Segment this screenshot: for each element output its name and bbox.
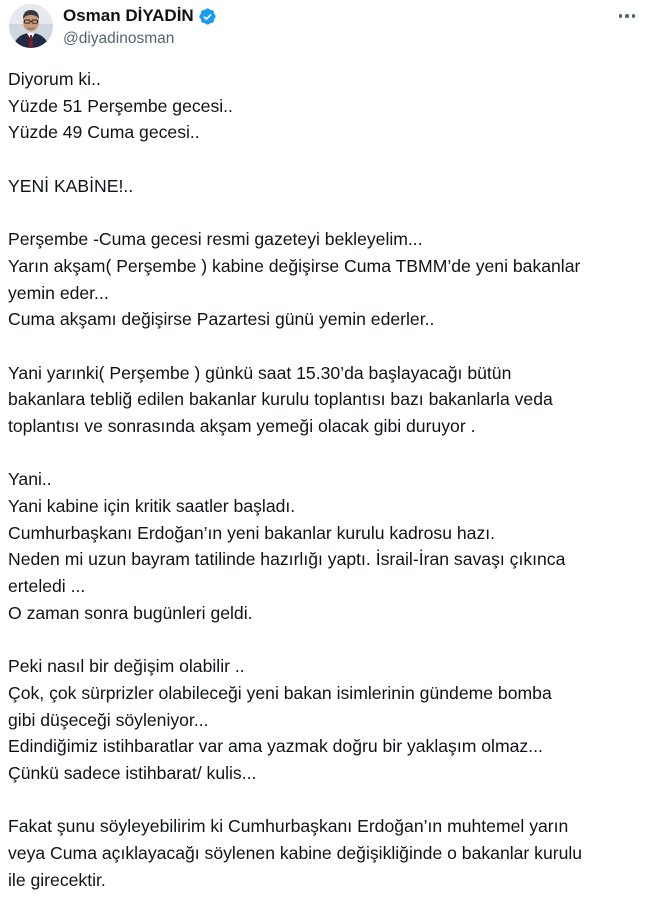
tweet-paragraph [8, 653, 648, 786]
dot [632, 14, 636, 18]
tweet-line: Yüzde 49 Cuma gecesi.. [8, 122, 200, 143]
tweet-line: bakanlara tebliğ edilen bakanlar kurulu toplantısı bazı bakanlarla veda [8, 389, 553, 410]
tweet-line: Diyorum ki.. [8, 69, 101, 89]
profile-photo-icon [9, 4, 53, 48]
tweet-line: gibi düşeceği söyleniyor... [8, 709, 209, 730]
more-options-icon[interactable] [614, 6, 640, 26]
tweet-line: Neden mi uzun bayram tatilinde hazırlığı yaptı. İsrail-İran savaşı çıkınca [8, 549, 566, 570]
tweet-line: YENİ KABİNE!.. [8, 175, 134, 196]
tweet-paragraph [8, 813, 648, 893]
tweet-line: Yani.. [8, 469, 52, 490]
tweet-line: Yüzde 51 Perşembe gecesi.. [8, 95, 233, 116]
tweet-paragraph [8, 466, 648, 626]
tweet-line: Fakat şunu söyleyebilirim ki Cumhurbaşkanı Erdoğan’ın muhtemel yarın [8, 816, 569, 837]
tweet-line: yemin eder... [8, 282, 109, 303]
tweet-line: Cumhurbaşkanı Erdoğan’ın yeni bakanlar kurulu kadrosu hazı. [8, 522, 496, 543]
tweet-header [0, 0, 650, 60]
tweet-paragraph [8, 226, 648, 333]
tweet-line: Yarın akşam( Perşembe ) kabine değişirse Cuma TBMM’de yeni bakanlar [8, 255, 581, 276]
tweet-paragraph [8, 360, 648, 440]
verified-badge-icon [198, 7, 217, 26]
tweet-line: veya Cuma açıklayacağı söylenen kabine değişikliğinde o bakanlar kurulu [8, 842, 583, 863]
tweet-line: Çünkü sadece istihbarat/ kulis... [8, 762, 257, 783]
tweet-line: toplantısı ve sonrasında akşam yemeği olacak gibi duruyor . [8, 415, 476, 436]
dot [619, 14, 623, 18]
tweet-line: Perşembe -Cuma gecesi resmi gazeteyi bekleyelim... [8, 229, 423, 250]
tweet-line: Peki nasıl bir değişim olabilir .. [8, 656, 245, 677]
tweet-text [8, 66, 648, 893]
tweet-paragraph [8, 173, 648, 200]
avatar[interactable] [9, 4, 53, 48]
tweet-line: Edindiğimiz istihbaratlar var ama yazmak doğru bir yaklaşım olmaz... [8, 736, 543, 757]
name-row [63, 5, 217, 27]
tweet-line: Cuma akşamı değişirse Pazartesi günü yemin ederler.. [8, 309, 435, 330]
tweet-line: Çok, çok sürprizler olabileceği yeni bakan isimlerinin gündeme bomba [8, 682, 552, 703]
tweet-line: erteledi ... [8, 576, 86, 597]
tweet-line: Yani yarınki( Perşembe ) günkü saat 15.30’da başlayacağı bütün [8, 362, 512, 383]
display-name[interactable]: Osman DİYADİN [63, 6, 194, 25]
dot [625, 14, 629, 18]
tweet-line: Yani kabine için kritik saatler başladı. [8, 496, 296, 516]
tweet-line: ile girecektir. [8, 869, 106, 890]
tweet-line: O zaman sonra bugünleri geldi. [8, 602, 253, 623]
handle[interactable]: @diyadinosman [63, 30, 175, 47]
tweet-paragraph [8, 66, 648, 146]
